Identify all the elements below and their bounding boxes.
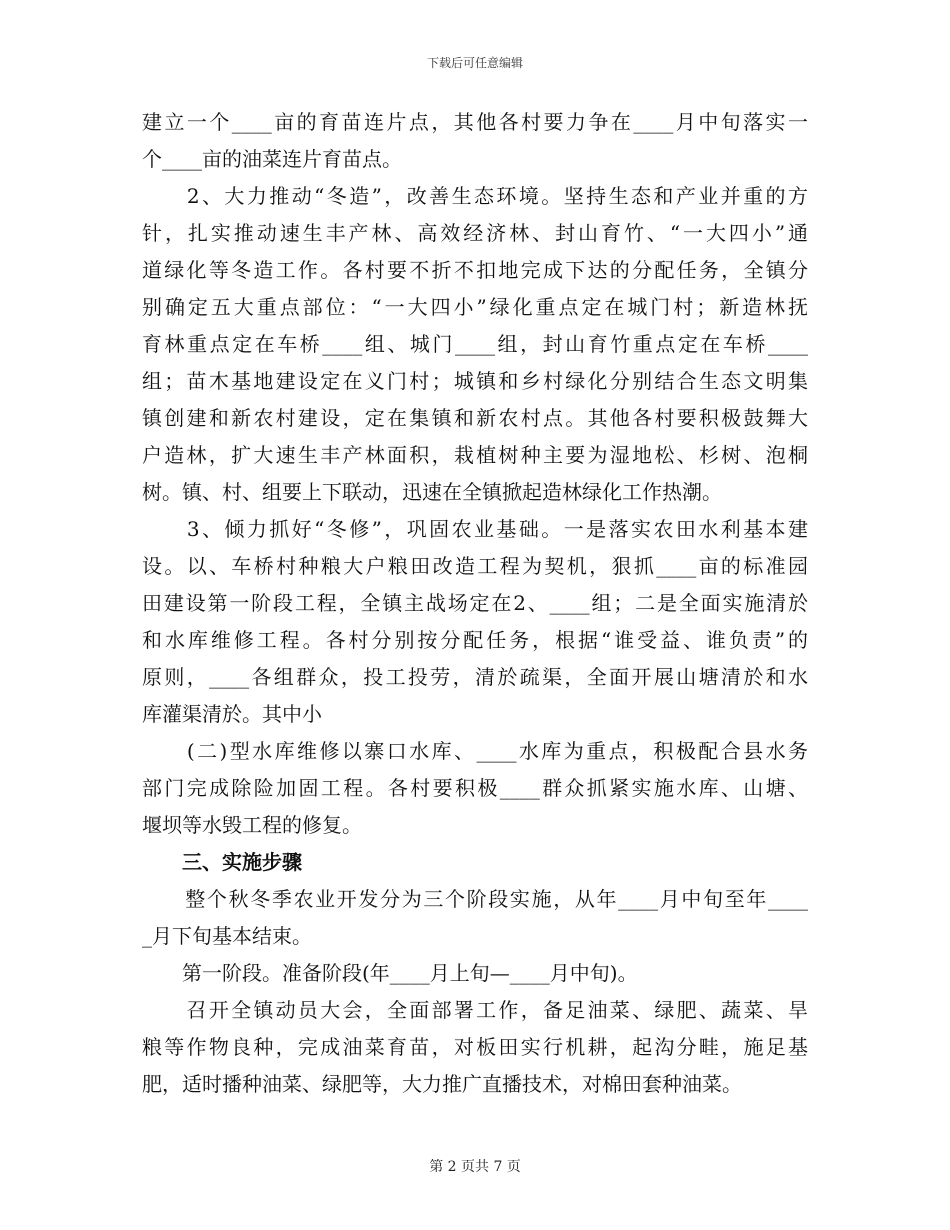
- text-line: 道绿化等冬造工作。各村要不折不扣地完成下达的分配任务，全镇分: [142, 258, 808, 282]
- text-line: 3、倾力抓好“冬修”，巩固农业基础。一是落实农田水利基本建: [142, 517, 808, 541]
- text-line: 户造林，扩大速生丰产林面积，栽植树种主要为湿地松、杉树、泡桐: [142, 443, 808, 467]
- section-heading: 三、实施步骤: [142, 850, 302, 874]
- text-line: 原则，____各组群众，投工投劳，清於疏渠，全面开展山塘清於和水: [142, 665, 808, 689]
- text-line: 别确定五大重点部位：“一大四小”绿化重点定在城门村；新造林抚: [142, 295, 808, 319]
- page-footer: 第 2 页共 7 页: [429, 1159, 521, 1175]
- text-line: 库灌渠清於。其中小: [142, 702, 322, 726]
- text-line: 树。镇、村、组要上下联动，迅速在全镇掀起造林绿化工作热潮。: [142, 480, 722, 504]
- text-line: 田建设第一阶段工程，全镇主战场定在2、____组；二是全面实施清於: [142, 591, 808, 615]
- page-header: 下载后可任意编辑: [426, 56, 523, 70]
- text-line: 第一阶段。准备阶段(年____月上旬—____月中旬)。: [142, 961, 638, 985]
- text-line: _月下旬基本结束。: [142, 924, 312, 948]
- text-line: 个____亩的油菜连片育苗点。: [142, 147, 402, 171]
- text-line: 整个秋冬季农业开发分为三个阶段实施，从年____月中旬至年____: [142, 887, 808, 911]
- text-line: 部门完成除险加固工程。各村要积极____群众抓紧实施水库、山塘、: [142, 776, 808, 800]
- text-line: 肥，适时播种油菜、绿肥等，大力推广直播技术，对棉田套种油菜。: [142, 1072, 742, 1096]
- text-line: (二)型水库维修以寨口水库、____水库为重点，积极配合县水务: [142, 739, 808, 763]
- text-line: 镇创建和新农村建设，定在集镇和新农村点。其他各村要积极鼓舞大: [142, 406, 808, 430]
- text-line: 设。以、车桥村种粮大户粮田改造工程为契机，狠抓____亩的标准园: [142, 554, 808, 578]
- document-body: [142, 104, 808, 1103]
- text-line: 粮等作物良种，完成油菜育苗，对板田实行机耕，起沟分畦，施足基: [142, 1035, 808, 1059]
- text-line: 育林重点定在车桥____组、城门____组，封山育竹重点定在车桥____: [142, 332, 808, 356]
- text-line: 和水库维修工程。各村分别按分配任务，根据“谁受益、谁负责”的: [142, 628, 808, 652]
- text-line: 2、大力推动“冬造”，改善生态环境。坚持生态和产业并重的方: [142, 184, 808, 208]
- text-line: 召开全镇动员大会，全面部署工作，备足油菜、绿肥、蔬菜、旱: [142, 998, 808, 1022]
- text-line: 组；苗木基地建设定在义门村；城镇和乡村绿化分别结合生态文明集: [142, 369, 808, 393]
- text-line: 堰坝等水毁工程的修复。: [142, 813, 362, 837]
- text-line: 针，扎实推动速生丰产林、高效经济林、封山育竹、“一大四小”通: [142, 221, 808, 245]
- text-line: 建立一个____亩的育苗连片点，其他各村要力争在____月中旬落实一: [142, 110, 808, 134]
